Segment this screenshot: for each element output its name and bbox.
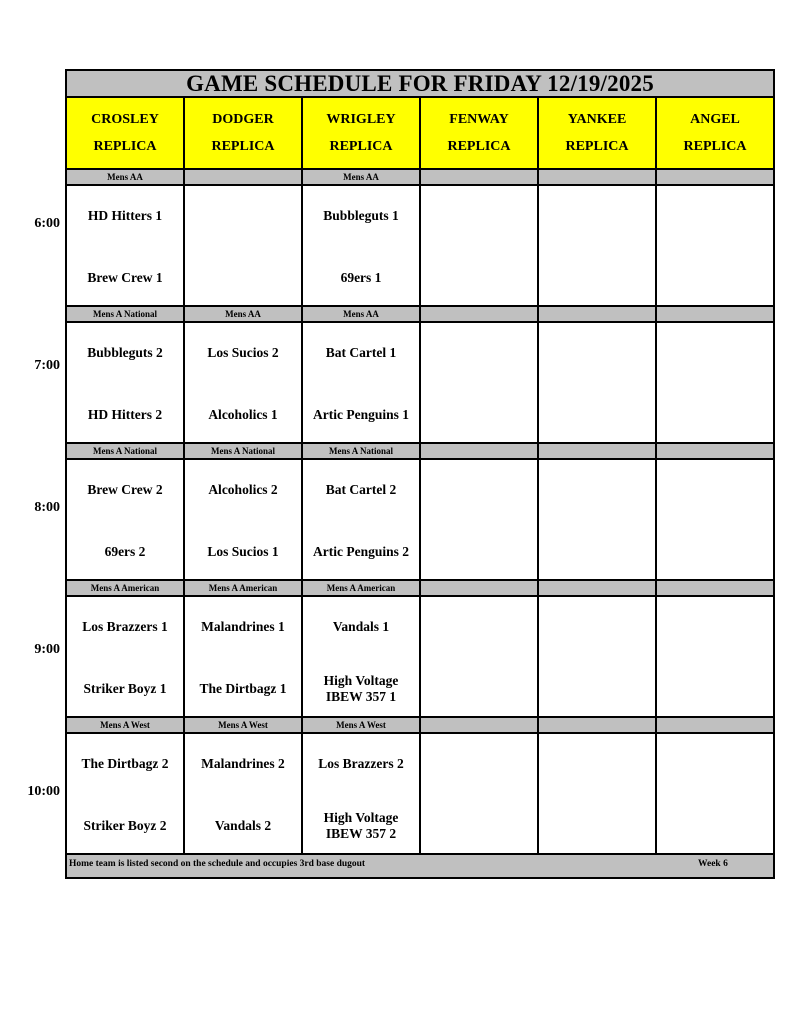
game-cell [66, 322, 184, 443]
away-team: Bubbleguts 1 [323, 208, 399, 223]
game-row [66, 185, 774, 306]
home-team-line: 69ers 2 [104, 544, 146, 559]
game-cell [184, 459, 302, 580]
division-label [656, 443, 774, 459]
division-label: Mens A American [184, 580, 302, 596]
time-label: 6:00 [34, 216, 60, 231]
home-team-line: Brew Crew 1 [87, 270, 163, 285]
game-cell [66, 733, 184, 854]
home-team [185, 407, 301, 423]
home-team-line: Striker Boyz 1 [83, 681, 167, 696]
game-cell [66, 185, 184, 306]
division-row [66, 306, 774, 322]
away-team: Los Brazzers 2 [318, 756, 404, 771]
home-team [67, 544, 183, 560]
time-label: 7:00 [34, 358, 60, 373]
home-team [67, 407, 183, 423]
field-header-wrigley [302, 97, 420, 169]
game-cell [538, 322, 656, 443]
division-label: Mens A West [66, 717, 184, 733]
game-cell [656, 185, 774, 306]
field-name: DODGER [212, 112, 274, 127]
game-cell [302, 185, 420, 306]
game-row [66, 459, 774, 580]
home-team [303, 544, 419, 560]
game-cell [538, 459, 656, 580]
game-cell [302, 322, 420, 443]
home-team-line: High Voltage [323, 673, 399, 688]
division-label [538, 443, 656, 459]
time-label: 9:00 [34, 642, 60, 657]
field-header-angel [656, 97, 774, 169]
game-row [66, 733, 774, 854]
game-row [66, 596, 774, 717]
division-row [66, 169, 774, 185]
time-label: 8:00 [34, 500, 60, 515]
field-name: WRIGLEY [326, 112, 396, 127]
field-name: YANKEE [567, 112, 627, 127]
schedule-sheet [65, 69, 773, 879]
division-label [538, 306, 656, 322]
away-team: Bubbleguts 2 [87, 345, 163, 360]
division-label: Mens A National [184, 443, 302, 459]
division-row [66, 580, 774, 596]
division-label [184, 169, 302, 185]
home-team-line: Vandals 2 [214, 818, 272, 833]
field-header-crosley [66, 97, 184, 169]
game-cell [538, 596, 656, 717]
away-team: Malandrines 2 [201, 756, 285, 771]
home-team-line-2: IBEW 357 1 [325, 689, 397, 704]
home-team-line: High Voltage [323, 810, 399, 825]
week-label: Week 6 [698, 859, 728, 869]
home-team-line: Artic Penguins 2 [313, 544, 409, 559]
game-cell [656, 596, 774, 717]
away-team: Bat Cartel 1 [325, 345, 397, 360]
division-label: Mens A National [66, 443, 184, 459]
division-label: Mens A West [184, 717, 302, 733]
division-label: Mens A National [302, 443, 420, 459]
time-label: 10:00 [27, 784, 60, 799]
division-label: Mens A National [66, 306, 184, 322]
home-team [303, 810, 419, 842]
game-cell [184, 322, 302, 443]
home-team-line: HD Hitters 2 [87, 407, 163, 422]
schedule-table [65, 69, 775, 879]
division-label [656, 580, 774, 596]
division-label: Mens A American [66, 580, 184, 596]
division-label [538, 169, 656, 185]
game-cell [66, 459, 184, 580]
game-cell [420, 733, 538, 854]
home-team-line-2: IBEW 357 2 [325, 826, 397, 841]
game-cell [302, 733, 420, 854]
home-team [185, 544, 301, 560]
division-label: Mens AA [302, 169, 420, 185]
home-team-line: Los Sucios 1 [207, 544, 279, 559]
division-label [656, 306, 774, 322]
division-label [538, 580, 656, 596]
field-header-dodger [184, 97, 302, 169]
home-team [67, 818, 183, 834]
game-cell [184, 596, 302, 717]
home-team-line: Alcoholics 1 [208, 407, 278, 422]
division-row [66, 717, 774, 733]
division-label [538, 717, 656, 733]
division-label [420, 306, 538, 322]
field-subtitle: REPLICA [565, 139, 629, 154]
division-label: Mens AA [302, 306, 420, 322]
home-team [67, 681, 183, 697]
away-team: Alcoholics 2 [208, 482, 278, 497]
away-team: Los Sucios 2 [207, 345, 279, 360]
division-label: Mens A West [302, 717, 420, 733]
division-label: Mens AA [184, 306, 302, 322]
game-cell [420, 459, 538, 580]
away-team: Malandrines 1 [201, 619, 285, 634]
away-team: Brew Crew 2 [87, 482, 163, 497]
away-team: HD Hitters 1 [87, 208, 163, 223]
division-label [420, 443, 538, 459]
division-label [656, 169, 774, 185]
division-label: Mens A American [302, 580, 420, 596]
field-subtitle: REPLICA [683, 139, 747, 154]
home-team-line: Artic Penguins 1 [313, 407, 409, 422]
division-label [420, 169, 538, 185]
field-subtitle: REPLICA [211, 139, 275, 154]
home-team [303, 407, 419, 423]
field-header-yankee [538, 97, 656, 169]
field-name: FENWAY [449, 112, 509, 127]
field-subtitle: REPLICA [93, 139, 157, 154]
division-label [420, 717, 538, 733]
away-team: The Dirtbagz 2 [81, 756, 169, 771]
footer-row [66, 854, 774, 878]
field-subtitle: REPLICA [329, 139, 393, 154]
division-label [656, 717, 774, 733]
footer [66, 854, 774, 878]
division-label [420, 580, 538, 596]
home-team [303, 270, 419, 286]
away-team: Los Brazzers 1 [82, 619, 168, 634]
game-cell [538, 733, 656, 854]
home-team-line: 69ers 1 [340, 270, 382, 285]
game-cell [66, 596, 184, 717]
field-name: CROSLEY [91, 112, 159, 127]
game-cell [420, 322, 538, 443]
game-cell [184, 185, 302, 306]
division-row [66, 443, 774, 459]
away-team: Bat Cartel 2 [325, 482, 397, 497]
division-label: Mens AA [66, 169, 184, 185]
game-cell [184, 733, 302, 854]
footer-note: Home team is listed second on the schedule and occupies 3rd base dugout [69, 859, 366, 869]
field-name: ANGEL [690, 112, 740, 127]
field-header-fenway [420, 97, 538, 169]
field-subtitle: REPLICA [447, 139, 511, 154]
game-cell [656, 459, 774, 580]
home-team [185, 818, 301, 834]
home-team-line: The Dirtbagz 1 [199, 681, 287, 696]
game-row [66, 322, 774, 443]
home-team-line: Striker Boyz 2 [83, 818, 167, 833]
game-cell [302, 596, 420, 717]
game-cell [420, 185, 538, 306]
game-cell [538, 185, 656, 306]
game-cell [656, 733, 774, 854]
game-cell [656, 322, 774, 443]
game-cell [302, 459, 420, 580]
game-cell [420, 596, 538, 717]
field-header-row [66, 97, 774, 169]
home-team [185, 681, 301, 697]
page-title: GAME SCHEDULE FOR FRIDAY 12/19/2025 [66, 70, 774, 97]
away-team: Vandals 1 [332, 619, 390, 634]
home-team [303, 673, 419, 705]
home-team [67, 270, 183, 286]
